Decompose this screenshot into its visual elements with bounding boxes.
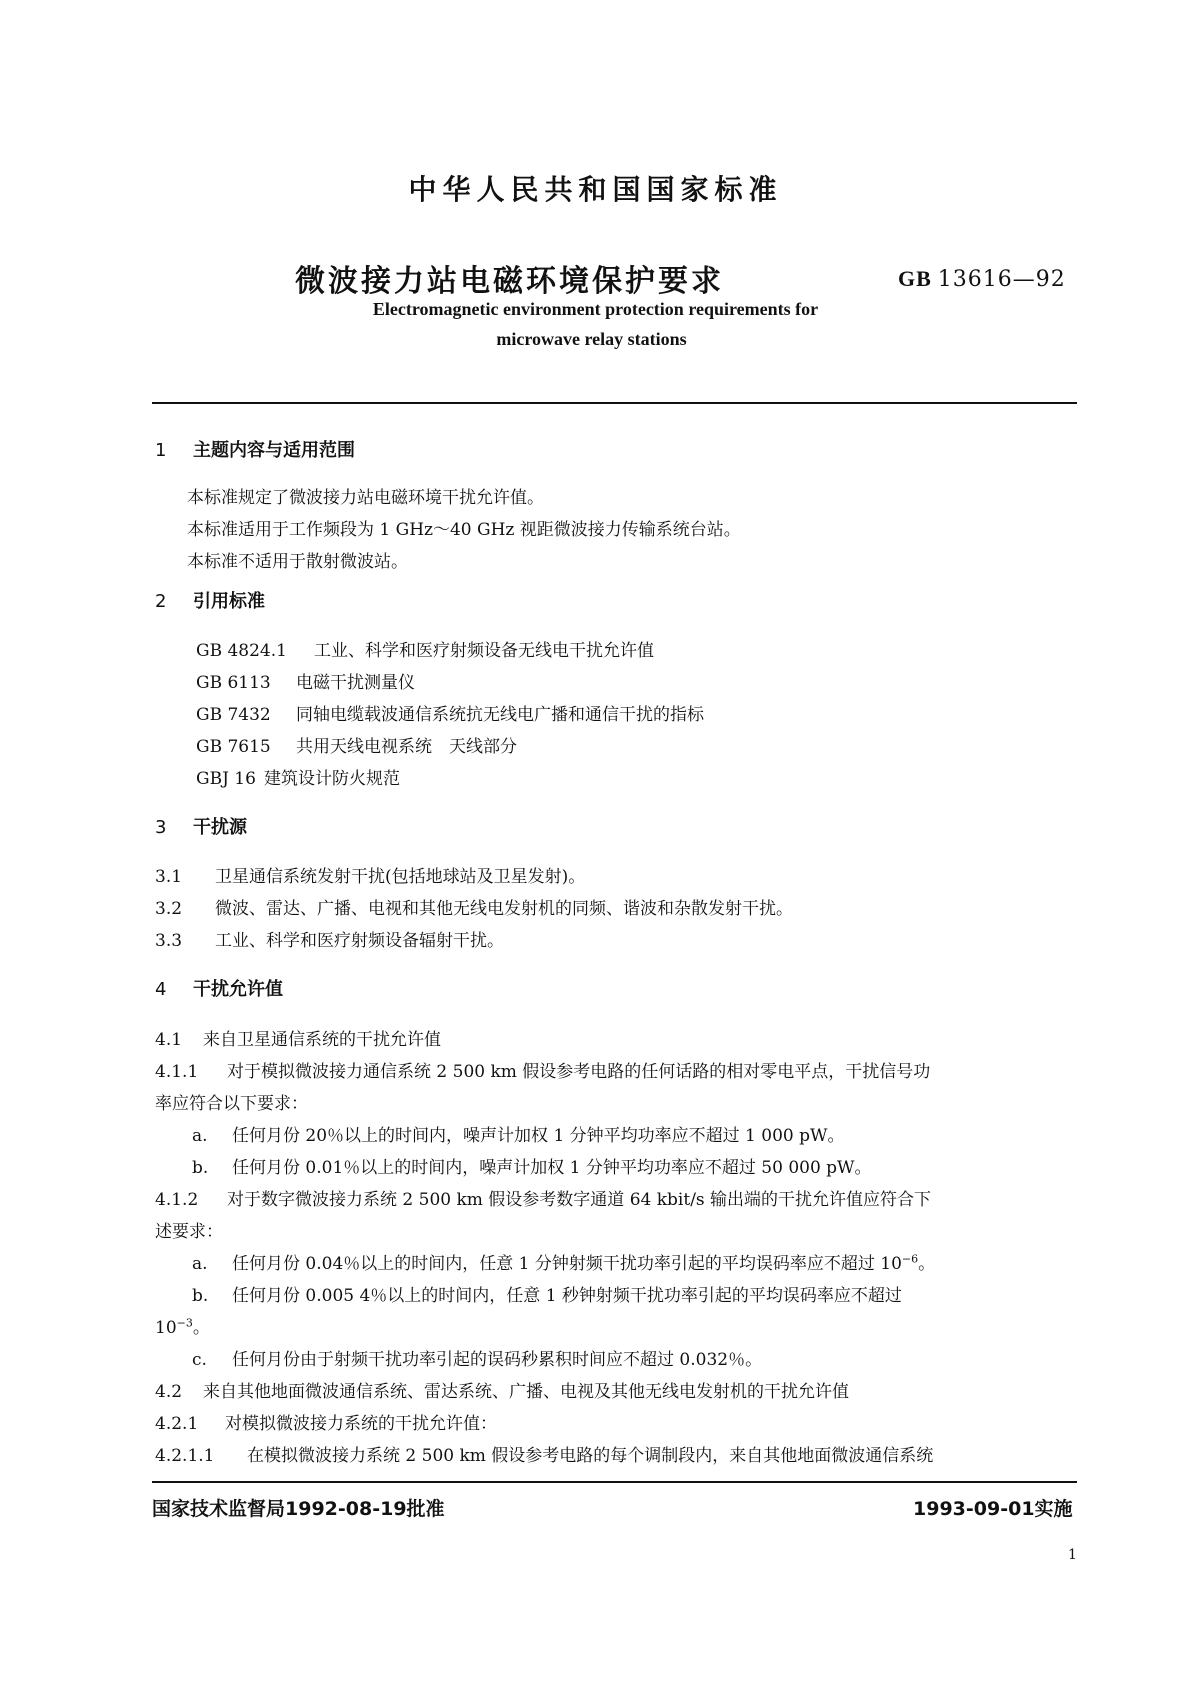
reference-name: 建筑设计防火规范 bbox=[264, 769, 400, 789]
list-item-end: 。 bbox=[192, 1318, 210, 1338]
list-item-text: 任何月份 20％以上的时间内，噪声计加权 1 分钟平均功率应不超过 1 000 pW。 bbox=[232, 1126, 845, 1146]
list-item-a bbox=[192, 1121, 845, 1146]
section-1-heading bbox=[155, 436, 355, 462]
approval-date: 国家技术监督局1992-08-19批准 bbox=[152, 1498, 445, 1520]
list-item-b-continuation bbox=[155, 1313, 210, 1338]
section-3-title: 干扰源 bbox=[193, 817, 247, 838]
list-item-b bbox=[192, 1153, 872, 1178]
clause-4-1-1 bbox=[155, 1057, 930, 1082]
clause-text: 工业、科学和医疗射频设备辐射干扰。 bbox=[215, 931, 504, 951]
clause-row bbox=[155, 926, 504, 951]
clause-number: 4.1.1 bbox=[155, 1062, 199, 1082]
reference-code: GB 4824.1 bbox=[196, 641, 287, 661]
section-4-number: 4 bbox=[155, 979, 167, 1000]
clause-4-1-2 bbox=[155, 1185, 931, 1210]
section-4-heading bbox=[155, 975, 283, 1001]
list-item-label: a. bbox=[192, 1254, 208, 1274]
reference-code: GBJ 16 bbox=[196, 769, 256, 789]
reference-name: 共用天线电视系统 天线部分 bbox=[296, 737, 517, 757]
footer-divider bbox=[152, 1481, 1077, 1483]
clause-number: 4.2.1.1 bbox=[155, 1446, 215, 1466]
list-item-text: 任何月份由于射频干扰功率引起的误码秒累积时间应不超过 0.032％。 bbox=[232, 1350, 763, 1370]
clause-row bbox=[155, 862, 585, 887]
list-item-label: b. bbox=[192, 1286, 209, 1306]
clause-number: 4.1.2 bbox=[155, 1190, 199, 1210]
section-4-title: 干扰允许值 bbox=[193, 979, 283, 1000]
list-item-text: 任何月份 0.005 4％以上的时间内，任意 1 秒钟射频干扰功率引起的平均误码率应不超过 bbox=[232, 1286, 902, 1306]
clause-4-2-1 bbox=[155, 1409, 497, 1434]
clause-number: 3.2 bbox=[155, 899, 183, 919]
section-3-heading bbox=[155, 813, 247, 839]
clause-4-1-2-continuation: 述要求： bbox=[155, 1222, 223, 1242]
clause-row bbox=[155, 894, 793, 919]
standard-number bbox=[898, 266, 1066, 292]
clause-text: 对模拟微波接力系统的干扰允许值： bbox=[225, 1414, 497, 1434]
section-2-title: 引用标准 bbox=[193, 591, 265, 612]
section-1-line: 本标准适用于工作频段为 1 GHz～40 GHz 视距微波接力传输系统台站。 bbox=[187, 520, 741, 540]
reference-row bbox=[196, 764, 400, 789]
reference-name: 工业、科学和医疗射频设备无线电干扰允许值 bbox=[314, 641, 654, 661]
implementation-date: 1993-09-01实施 bbox=[913, 1498, 1073, 1520]
reference-row bbox=[196, 732, 517, 757]
reference-row bbox=[196, 636, 654, 661]
document-title-en-line2: microwave relay stations bbox=[496, 329, 687, 349]
exponent: −6 bbox=[901, 1252, 919, 1266]
list-item-text: 任何月份 0.01％以上的时间内，噪声计加权 1 分钟平均功率应不超过 50 000 pW。 bbox=[232, 1158, 872, 1178]
clause-text: 对于模拟微波接力通信系统 2 500 km 假设参考电路的任何话路的相对零电平点，干扰信号功 bbox=[227, 1062, 931, 1082]
clause-text: 来自卫星通信系统的干扰允许值 bbox=[203, 1030, 441, 1050]
list-item-c bbox=[192, 1345, 762, 1370]
section-1-line: 本标准规定了微波接力站电磁环境干扰允许值。 bbox=[187, 488, 544, 508]
clause-number: 3.1 bbox=[155, 867, 183, 887]
section-2-heading bbox=[155, 587, 265, 613]
exponent: −3 bbox=[176, 1316, 193, 1330]
section-2-number: 2 bbox=[155, 591, 167, 612]
reference-code: GB 6113 bbox=[196, 673, 271, 693]
page-number: 1 bbox=[1068, 1547, 1077, 1563]
clause-number: 4.1 bbox=[155, 1030, 183, 1050]
list-item-label: c. bbox=[192, 1350, 207, 1370]
reference-row bbox=[196, 700, 704, 725]
reference-name: 电磁干扰测量仪 bbox=[296, 673, 415, 693]
list-item-end: 。 bbox=[918, 1254, 936, 1274]
document-title-en-line1: Electromagnetic environment protection requirements for bbox=[372, 299, 819, 319]
clause-text: 微波、雷达、广播、电视和其他无线电发射机的同频、谐波和杂散发射干扰。 bbox=[215, 899, 793, 919]
reference-row bbox=[196, 668, 415, 693]
national-standard-heading: 中华人民共和国国家标准 bbox=[408, 173, 783, 206]
list-item-a bbox=[192, 1249, 935, 1274]
document-title-cn: 微波接力站电磁环境保护要求 bbox=[295, 264, 724, 299]
list-item-label: a. bbox=[192, 1126, 208, 1146]
standard-prefix: GB bbox=[898, 266, 932, 291]
standard-number-value: 13616—92 bbox=[937, 267, 1066, 292]
clause-text: 在模拟微波接力系统 2 500 km 假设参考电路的每个调制段内，来自其他地面微波通信系统 bbox=[247, 1446, 934, 1466]
section-1-number: 1 bbox=[155, 440, 167, 461]
reference-name: 同轴电缆载波通信系统抗无线电广播和通信干扰的指标 bbox=[296, 705, 704, 725]
section-1-line: 本标准不适用于散射微波站。 bbox=[187, 552, 408, 572]
section-3-number: 3 bbox=[155, 817, 167, 838]
clause-text: 来自其他地面微波通信系统、雷达系统、广播、电视及其他无线电发射机的干扰允许值 bbox=[203, 1382, 849, 1402]
clause-4-1 bbox=[155, 1025, 441, 1050]
header-divider bbox=[152, 402, 1077, 404]
list-item-text: 任何月份 0.04％以上的时间内，任意 1 分钟射频干扰功率引起的平均误码率应不超过 10 bbox=[232, 1254, 902, 1274]
clause-number: 4.2.1 bbox=[155, 1414, 199, 1434]
list-item-label: b. bbox=[192, 1158, 209, 1178]
base: 10 bbox=[155, 1318, 177, 1338]
clause-number: 3.3 bbox=[155, 931, 183, 951]
list-item-b bbox=[192, 1281, 902, 1306]
clause-4-2 bbox=[155, 1377, 849, 1402]
clause-text: 卫星通信系统发射干扰(包括地球站及卫星发射)。 bbox=[215, 867, 586, 887]
clause-text: 对于数字微波接力系统 2 500 km 假设参考数字通道 64 kbit/s 输出端的干扰允许值应符合下 bbox=[227, 1190, 932, 1210]
section-1-title: 主题内容与适用范围 bbox=[193, 440, 355, 461]
clause-4-1-1-continuation: 率应符合以下要求： bbox=[155, 1094, 308, 1114]
reference-code: GB 7432 bbox=[196, 705, 271, 725]
clause-number: 4.2 bbox=[155, 1382, 183, 1402]
clause-4-2-1-1 bbox=[155, 1441, 933, 1466]
reference-code: GB 7615 bbox=[196, 737, 271, 757]
